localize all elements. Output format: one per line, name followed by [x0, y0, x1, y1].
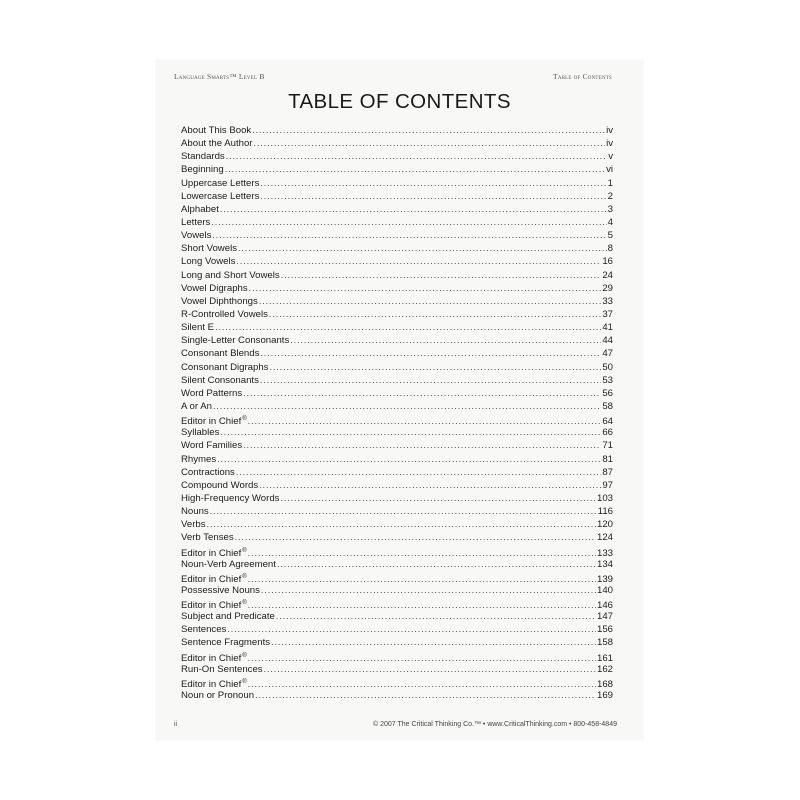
dot-leader: [217, 453, 601, 466]
registered-mark: ®: [242, 573, 247, 580]
toc-entry-page: 133: [596, 547, 613, 559]
toc-entry-page: iv: [606, 125, 613, 136]
toc-entry-page: 168: [596, 678, 613, 690]
dot-leader: [271, 636, 596, 649]
toc-entry-page: 140: [596, 584, 613, 596]
toc-entry-title-text: Possessive Nouns: [181, 584, 260, 596]
toc-entry: [181, 387, 613, 400]
toc-entry-title: [181, 558, 276, 571]
toc-entry-page: 66: [602, 427, 613, 439]
toc-entry-title-text: Long Vowels: [181, 256, 236, 268]
toc-entry-title-text: Noun-Verb Agreement: [181, 558, 276, 570]
dot-leader: [213, 400, 601, 413]
dot-leader: [260, 374, 601, 387]
dot-leader: [260, 347, 601, 360]
toc-entry-page: 147: [596, 611, 613, 623]
toc-entry: [181, 177, 613, 190]
toc-entry: [181, 163, 613, 176]
dot-leader: [220, 203, 607, 216]
toc-entry-page: 103: [596, 492, 613, 504]
toc-entry-page: 81: [602, 453, 613, 465]
toc-entry-title: [181, 479, 258, 492]
toc-entry-title-text: Editor in Chief: [181, 573, 242, 585]
toc-entry-title-text: Uppercase Letters: [181, 177, 260, 189]
toc-entry-title: [181, 636, 270, 649]
toc-entry-page: 41: [602, 322, 613, 334]
toc-entry-title: [181, 242, 237, 255]
toc-entry: [181, 584, 613, 597]
toc-entry-page: 161: [596, 652, 613, 664]
toc-entry-title: [181, 295, 258, 308]
toc-entry-title: [181, 190, 259, 203]
toc-entry-title: [181, 584, 260, 597]
toc-entry-page: 33: [602, 295, 613, 307]
toc-entry-title-text: About the Author: [181, 138, 253, 150]
toc-entry-title: [181, 623, 226, 636]
toc-entry-title: [181, 150, 225, 163]
toc-entry-page: 120: [596, 519, 613, 531]
toc-entry-title-text: Word Patterns: [181, 387, 243, 399]
toc-entry: [181, 439, 613, 452]
toc-entry-title: [181, 137, 252, 150]
toc-entry-page: 156: [596, 624, 613, 636]
toc-entry-title-text: High-Frequency Words: [181, 492, 280, 504]
toc-entry-title: [181, 177, 259, 190]
toc-entry: [181, 334, 613, 347]
toc-entry: [181, 676, 613, 689]
toc-entry-page: 158: [596, 637, 613, 649]
dot-leader: [215, 321, 601, 334]
toc-entry: [181, 282, 613, 295]
toc-entry-title: [181, 689, 254, 702]
toc-entry-title-text: Short Vowels: [181, 243, 237, 255]
toc-entry: [181, 255, 613, 268]
toc-entry-title-text: Single-Letter Consonants: [181, 335, 290, 347]
toc-entry: [181, 426, 613, 439]
toc-entry: [181, 216, 613, 229]
toc-entry-title-text: Word Families: [181, 440, 243, 452]
toc-entry: [181, 505, 613, 518]
toc-entry-title: [181, 282, 248, 295]
toc-entry-title: [181, 492, 279, 505]
toc-entry-page: v: [608, 151, 613, 163]
toc-entry-title: [181, 216, 210, 229]
dot-leader: [236, 255, 601, 268]
toc-entry-title: [181, 426, 219, 439]
dot-leader: [227, 623, 596, 636]
toc-entry-page: 87: [602, 466, 613, 478]
toc-entry: [181, 650, 613, 663]
toc-entry: [181, 518, 613, 531]
toc-entry-title-text: Vowels: [181, 230, 212, 242]
toc-entry-title: [181, 374, 259, 387]
toc-entry-page: 2: [607, 190, 613, 202]
toc-entry-title-text: Rhymes: [181, 453, 217, 465]
toc-entry-title-text: Editor in Chief: [181, 547, 242, 559]
toc-entry: [181, 150, 613, 163]
toc-entry: [181, 663, 613, 676]
toc-entry-page: 44: [602, 335, 613, 347]
toc-entry-title: [181, 400, 212, 413]
toc-entry-title-text: Verbs: [181, 519, 206, 531]
toc-entry: [181, 203, 613, 216]
footer-copyright: © 2007 The Critical Thinking Co.™ • www.CriticalThinking.com • 800-458-4849: [372, 721, 617, 728]
dot-leader: [269, 308, 601, 321]
toc-entry: [181, 623, 613, 636]
toc-entry: [181, 636, 613, 649]
toc-entry-title: [181, 361, 268, 374]
toc-entry-page: 56: [602, 387, 613, 399]
toc-entry-page: 29: [602, 282, 613, 294]
dot-leader: [253, 137, 605, 150]
toc-entry-title-text: Vowel Digraphs: [181, 282, 248, 294]
toc-entry: [181, 295, 613, 308]
toc-entry-page: 134: [596, 558, 613, 570]
toc-entry-title-text: Sentences: [181, 624, 227, 636]
toc-entry-page: 4: [607, 216, 613, 228]
toc-entry-page: 124: [596, 532, 613, 544]
toc-entry-page: 8: [607, 243, 613, 255]
toc-entry-title-text: About This Book: [181, 125, 252, 136]
toc-entry-title-text: Editor in Chief: [181, 416, 242, 428]
toc-entry-title-text: R-Controlled Vowels: [181, 308, 268, 320]
toc-entry: [181, 453, 613, 466]
dot-leader: [243, 387, 601, 400]
toc-entry: [181, 229, 613, 242]
toc-entry-page: 53: [602, 374, 613, 386]
toc-entry: [181, 492, 613, 505]
toc-entry: [181, 308, 613, 321]
dot-leader: [238, 242, 607, 255]
toc-entry-title: [181, 321, 214, 334]
dot-leader: [281, 269, 602, 282]
toc-entry-title-text: Long and Short Vowels: [181, 269, 280, 281]
toc-entry-page: vi: [606, 164, 613, 176]
toc-entry-title-text: Vowel Diphthongs: [181, 295, 258, 307]
dot-leader: [290, 334, 601, 347]
toc-entry-title: [181, 255, 235, 268]
toc-entry-title-text: A or An: [181, 400, 212, 412]
toc-entry-title-text: Nouns: [181, 506, 209, 518]
toc-entry-page: 97: [602, 479, 613, 491]
toc-entry-title: [181, 453, 216, 466]
toc-entry-page: 139: [596, 573, 613, 585]
toc-entry-page: 64: [602, 416, 613, 428]
toc-entry: [181, 479, 613, 492]
toc-entry-title-text: Verb Tenses: [181, 532, 234, 544]
toc-entry-title: [181, 466, 235, 479]
dot-leader: [255, 689, 596, 702]
footer-page-number: ii: [174, 721, 178, 728]
toc-entry-title-text: Silent Consonants: [181, 374, 259, 386]
dot-leader: [249, 282, 602, 295]
dot-leader: [207, 518, 596, 531]
toc-entry-page: 146: [596, 600, 613, 612]
toc-entry-page: 50: [602, 361, 613, 373]
registered-mark: ®: [242, 652, 247, 659]
toc-entry: [181, 610, 613, 623]
toc-entry: [181, 347, 613, 360]
toc-entry-title: [181, 229, 211, 242]
dot-leader: [243, 439, 601, 452]
dot-leader: [260, 177, 606, 190]
toc-entry-title-text: Consonant Blends: [181, 348, 260, 360]
dot-leader: [259, 295, 602, 308]
registered-mark: ®: [242, 600, 247, 607]
toc-entry: [181, 242, 613, 255]
dot-leader: [235, 531, 596, 544]
toc-entry: [181, 571, 613, 584]
toc-entry-title-text: Noun or Pronoun: [181, 690, 255, 702]
toc-entry: [181, 400, 613, 413]
toc-entry: [181, 124, 613, 137]
toc-entry-title-text: Syllables: [181, 427, 220, 439]
toc-entry-title-text: Editor in Chief: [181, 652, 242, 664]
toc-entry-title: [181, 610, 275, 623]
toc-entry-title-text: Editor in Chief: [181, 678, 242, 690]
toc-entry: [181, 545, 613, 558]
toc-entry-title-text: Compound Words: [181, 479, 259, 491]
dot-leader: [260, 190, 606, 203]
dot-leader: [220, 426, 601, 439]
toc-entry: [181, 558, 613, 571]
toc-entry-title-text: Run-On Sentences: [181, 663, 263, 675]
dot-leader: [264, 663, 596, 676]
toc-entry-title-text: Consonant Digraphs: [181, 361, 269, 373]
toc-entry-title: [181, 203, 219, 216]
dot-leader: [225, 163, 605, 176]
toc-entry-title-text: Standards: [181, 151, 225, 163]
toc-entry-title-text: Letters: [181, 216, 211, 228]
toc-entry-page: 16: [602, 256, 613, 268]
toc-entry-page: 5: [607, 230, 613, 242]
dot-leader: [259, 479, 601, 492]
dot-leader: [277, 558, 596, 571]
toc-entry: [181, 689, 613, 702]
toc-entry-title-text: Alphabet: [181, 203, 219, 215]
toc-entry-title: [181, 505, 209, 518]
toc-entry: [181, 321, 613, 334]
toc-entry-title: [181, 439, 242, 452]
table-of-contents-list: [181, 124, 613, 702]
toc-entry: [181, 413, 613, 426]
toc-entry: [181, 137, 613, 150]
toc-entry-title: [181, 347, 259, 360]
toc-entry-page: 116: [597, 506, 613, 518]
toc-entry-page: 169: [596, 690, 613, 702]
toc-entry-page: 71: [602, 440, 613, 452]
toc-entry: [181, 361, 613, 374]
toc-entry: [181, 531, 613, 544]
dot-leader: [212, 229, 606, 242]
toc-entry-title-text: Sentence Fragments: [181, 637, 271, 649]
toc-entry-title: [181, 124, 251, 137]
toc-entry: [181, 374, 613, 387]
toc-entry-page: 58: [602, 400, 613, 412]
toc-entry-title: [181, 663, 263, 676]
toc-entry: [181, 466, 613, 479]
toc-entry-title-text: Lowercase Letters: [181, 190, 260, 202]
toc-entry-page: 24: [602, 269, 613, 281]
document-page: [156, 60, 643, 740]
toc-entry: [181, 269, 613, 282]
dot-leader: [236, 466, 601, 479]
dot-leader: [211, 216, 606, 229]
toc-entry-title: [181, 334, 289, 347]
toc-entry-title: [181, 163, 224, 176]
running-header-left: Language Smarts™ Level B: [174, 72, 265, 81]
registered-mark: ®: [242, 678, 247, 685]
dot-leader: [261, 584, 596, 597]
toc-entry-page: 47: [602, 348, 613, 360]
toc-entry-page: iv: [606, 138, 613, 150]
toc-entry-title: [181, 531, 234, 544]
toc-entry: [181, 597, 613, 610]
toc-entry-page: 37: [602, 308, 613, 320]
toc-entry-page: 1: [607, 177, 613, 189]
toc-entry-title-text: Silent E: [181, 322, 215, 334]
running-header-right: Table of Contents: [553, 72, 612, 81]
toc-entry-title: [181, 518, 206, 531]
dot-leader: [280, 492, 596, 505]
toc-entry-title: [181, 308, 268, 321]
dot-leader: [269, 361, 601, 374]
toc-entry-title-text: Beginning: [181, 164, 224, 176]
toc-entry-title: [181, 387, 242, 400]
dot-leader: [210, 505, 597, 518]
dot-leader: [276, 610, 596, 623]
dot-leader: [226, 150, 607, 163]
registered-mark: ®: [242, 416, 247, 423]
toc-entry-title-text: Subject and Predicate: [181, 611, 275, 623]
toc-entry-page: 162: [596, 663, 613, 675]
registered-mark: ®: [242, 547, 247, 554]
toc-entry-title-text: Editor in Chief: [181, 600, 242, 612]
toc-entry: [181, 190, 613, 203]
dot-leader: [252, 124, 605, 137]
toc-entry-page: 3: [607, 203, 613, 215]
toc-entry-title: [181, 269, 280, 282]
page-title: TABLE OF CONTENTS: [288, 90, 511, 113]
toc-entry-title-text: Contractions: [181, 466, 235, 478]
